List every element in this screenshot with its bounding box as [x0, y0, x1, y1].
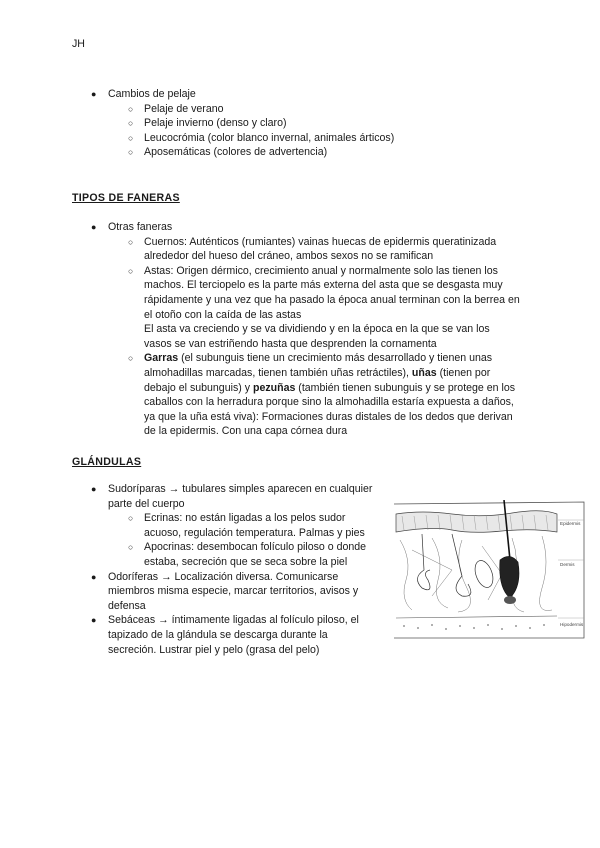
- list-item-text: Pelaje de verano: [144, 102, 224, 115]
- faneras-title: Otras faneras: [108, 221, 173, 233]
- list-item: [128, 511, 376, 540]
- skin-section-figure: [392, 500, 586, 640]
- list-item: [128, 145, 548, 160]
- apocrinas-text: Apocrinas: desembocan folículo piloso o donde estaba, secreción que se seca sobre la piel: [144, 541, 367, 568]
- pelaje-title: Cambios de pelaje: [108, 88, 196, 100]
- circle-bullet-icon: ○: [128, 513, 134, 524]
- garras-text-3: (también tienen subunguis y se protege en los caballos con la herradura porque sino la almohadilla estaría expuesta a daños, ya que la uña está viva): Formaciones duras distales de los dedos que derivan de la epidermis. Con una capa córnea dura: [144, 381, 516, 438]
- figure-label-hipodermis: Hipodermis: [560, 622, 584, 627]
- glandulas-section: [91, 482, 376, 657]
- cuernos-text: Cuernos: Auténticos (rumiantes) vainas huecas de epidermis queratinizada alrededor del hueso del cráneo, ambos sexos no se ramifican: [144, 235, 497, 263]
- circle-bullet-icon: ○: [128, 542, 134, 553]
- pezunas-bold: pezuñas: [252, 381, 296, 394]
- page-header-initials: JH: [72, 38, 85, 50]
- list-item: [91, 613, 376, 657]
- circle-bullet-icon: ○: [128, 353, 134, 364]
- section-heading-faneras: TIPOS DE FANERAS: [72, 192, 180, 204]
- figure-label-dermis: Dermis: [560, 562, 575, 567]
- bullet-icon: ●: [91, 571, 97, 582]
- section-heading-glandulas: GLÁNDULAS: [72, 456, 142, 468]
- list-item: [128, 264, 520, 352]
- list-item: [128, 235, 520, 264]
- astas-text: Astas: Origen dérmico, crecimiento anual y normalmente solo las tienen los machos. El terciopelo es la parte más externa del asta que se desgasta muy rápidamente y una vez que ha pasado la época anual terminan con la berrea en el otoño con la caída de las astas: [144, 264, 520, 321]
- garras-bold: Garras: [144, 352, 179, 365]
- pelaje-section: [91, 87, 548, 160]
- sudoriparas-text: Sudoríparas → tubulares simples aparecen en cualquier parte del cuerpo: [108, 483, 373, 510]
- garras-text-1: (el subunguis tiene un crecimiento más desarrollado y tienen unas almohadillas marcadas, tienen también uñas retráctiles),: [144, 352, 493, 379]
- figure-label-epidermis: Epidermis: [560, 521, 581, 526]
- ecrinas-text: Ecrinas: no están ligadas a los pelos sudor acuoso, regulación temperatura. Palmas y pies: [144, 512, 365, 539]
- list-item: [128, 102, 548, 117]
- unas-bold: uñas: [411, 366, 437, 379]
- garras-text: [144, 352, 515, 437]
- skin-diagram-illustration: [392, 500, 586, 640]
- circle-bullet-icon: ○: [128, 147, 134, 158]
- list-item: [91, 87, 548, 160]
- circle-bullet-icon: ○: [128, 265, 134, 276]
- list-item: [128, 116, 548, 131]
- sebaceas-text: Sebáceas → íntimamente ligadas al folículo piloso, el tapizado de la glándula se descarga durante la secreción. Lustrar piel y pelo (grasa del pelo): [108, 614, 359, 656]
- circle-bullet-icon: ○: [128, 132, 134, 143]
- bullet-icon: ●: [91, 484, 97, 494]
- faneras-section: [91, 220, 520, 439]
- list-item: [91, 220, 520, 439]
- list-item: [128, 131, 548, 146]
- astas-text-2: El asta va creciendo y se va dividiendo y en la época en la que se van los vasos se van estriñendo hasta que desprenden la cornamenta: [144, 323, 490, 350]
- garras-text-2: (tienen por debajo el subunguis) y: [144, 366, 491, 394]
- list-item: [91, 570, 376, 614]
- list-item: [128, 540, 376, 569]
- list-item: [91, 482, 376, 570]
- list-item: [128, 351, 520, 439]
- circle-bullet-icon: ○: [128, 103, 134, 114]
- circle-bullet-icon: ○: [128, 118, 134, 129]
- odoriferas-text: Odoríferas → Localización diversa. Comunicarse miembros misma especie, marcar territorios, avisos y defensa: [108, 570, 359, 612]
- bullet-icon: ●: [91, 89, 97, 99]
- bullet-icon: ●: [91, 222, 97, 232]
- circle-bullet-icon: ○: [128, 236, 134, 247]
- bullet-icon: ●: [91, 615, 97, 626]
- list-item-text: Leucocrómia (color blanco invernal, animales árticos): [144, 131, 395, 144]
- list-item-text: Pelaje invierno (denso y claro): [144, 117, 287, 130]
- list-item-text: Aposemáticas (colores de advertencia): [144, 146, 328, 159]
